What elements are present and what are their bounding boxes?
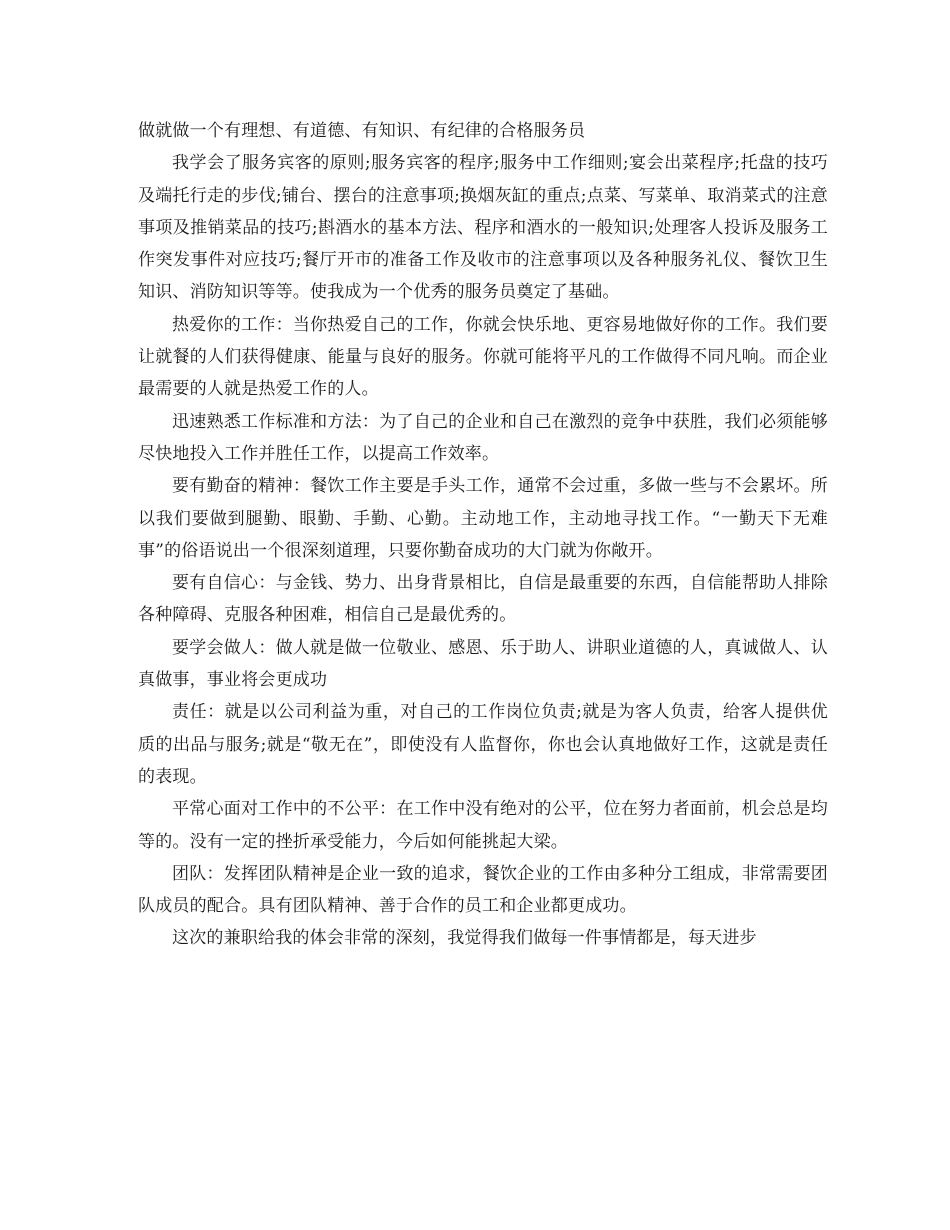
paragraph-1: 做就做一个有理想、有道德、有知识、有纪律的合格服务员: [138, 121, 586, 141]
paragraph-2: 我学会了服务宾客的原则;服务宾客的程序;服务中工作细则;宴会出菜程序;托盘的技巧及端托行走的步伐;铺台、摆台的注意事项;换烟灰缸的重点;点菜、写菜单、取消菜式的注意事项及推销菜品的技巧;斟酒水的基本方法、程序和酒水的一般知识;处理客人投诉及服务工作突发事件对应技巧;餐厅开市的准备工作及收市的注意事项以及各种服务礼仪、餐饮卫生知识、消防知识等等。使我成为一个优秀的服务员奠定了基础。: [138, 153, 828, 303]
paragraph-9: 平常心面对工作中的不公平：在工作中没有绝对的公平，位在努力者面前，机会总是均等的。没有一定的挫折承受能力，今后如何能挑起大梁。: [138, 799, 828, 852]
document-body: [138, 115, 828, 955]
paragraph-3: 热爱你的工作：当你热爱自己的工作，你就会快乐地、更容易地做好你的工作。我们要让就餐的人们获得健康、能量与良好的服务。你就可能将平凡的工作做得不同凡响。而企业最需要的人就是热爱工作的人。: [138, 314, 828, 400]
paragraph-6: 要有自信心：与金钱、势力、出身背景相比，自信是最重要的东西，自信能帮助人排除各种障碍、克服各种困难，相信自己是最优秀的。: [138, 573, 828, 626]
paragraph-8: 责任：就是以公司利益为重，对自己的工作岗位负责;就是为客人负责，给客人提供优质的出品与服务;就是“敬无在”，即使没有人监督你，你也会认真地做好工作，这就是责任的表现。: [138, 702, 828, 787]
paragraph-4: 迅速熟悉工作标准和方法：为了自己的企业和自己在激烈的竞争中获胜，我们必须能够尽快地投入工作并胜任工作，以提高工作效率。: [138, 411, 828, 464]
paragraph-10: 团队：发挥团队精神是企业一致的追求，餐饮企业的工作由多种分工组成，非常需要团队成员的配合。具有团队精神、善于合作的员工和企业都更成功。: [138, 863, 828, 917]
paragraph-5: 要有勤奋的精神：餐饮工作主要是手头工作，通常不会过重，多做一些与不会累坏。所以我们要做到腿勤、眼勤、手勤、心勤。主动地工作，主动地寻找工作。“一勤天下无难事”的俗语说出一个很深刻道理，只要你勤奋成功的大门就为你敞开。: [138, 476, 828, 561]
paragraph-11: 这次的兼职给我的体会非常的深刻，我觉得我们做每一件事情都是，每天进步: [172, 928, 757, 949]
paragraph-7: 要学会做人：做人就是做一位敬业、感恩、乐于助人、讲职业道德的人，真诚做人、认真做事，事业将会更成功: [138, 637, 828, 691]
